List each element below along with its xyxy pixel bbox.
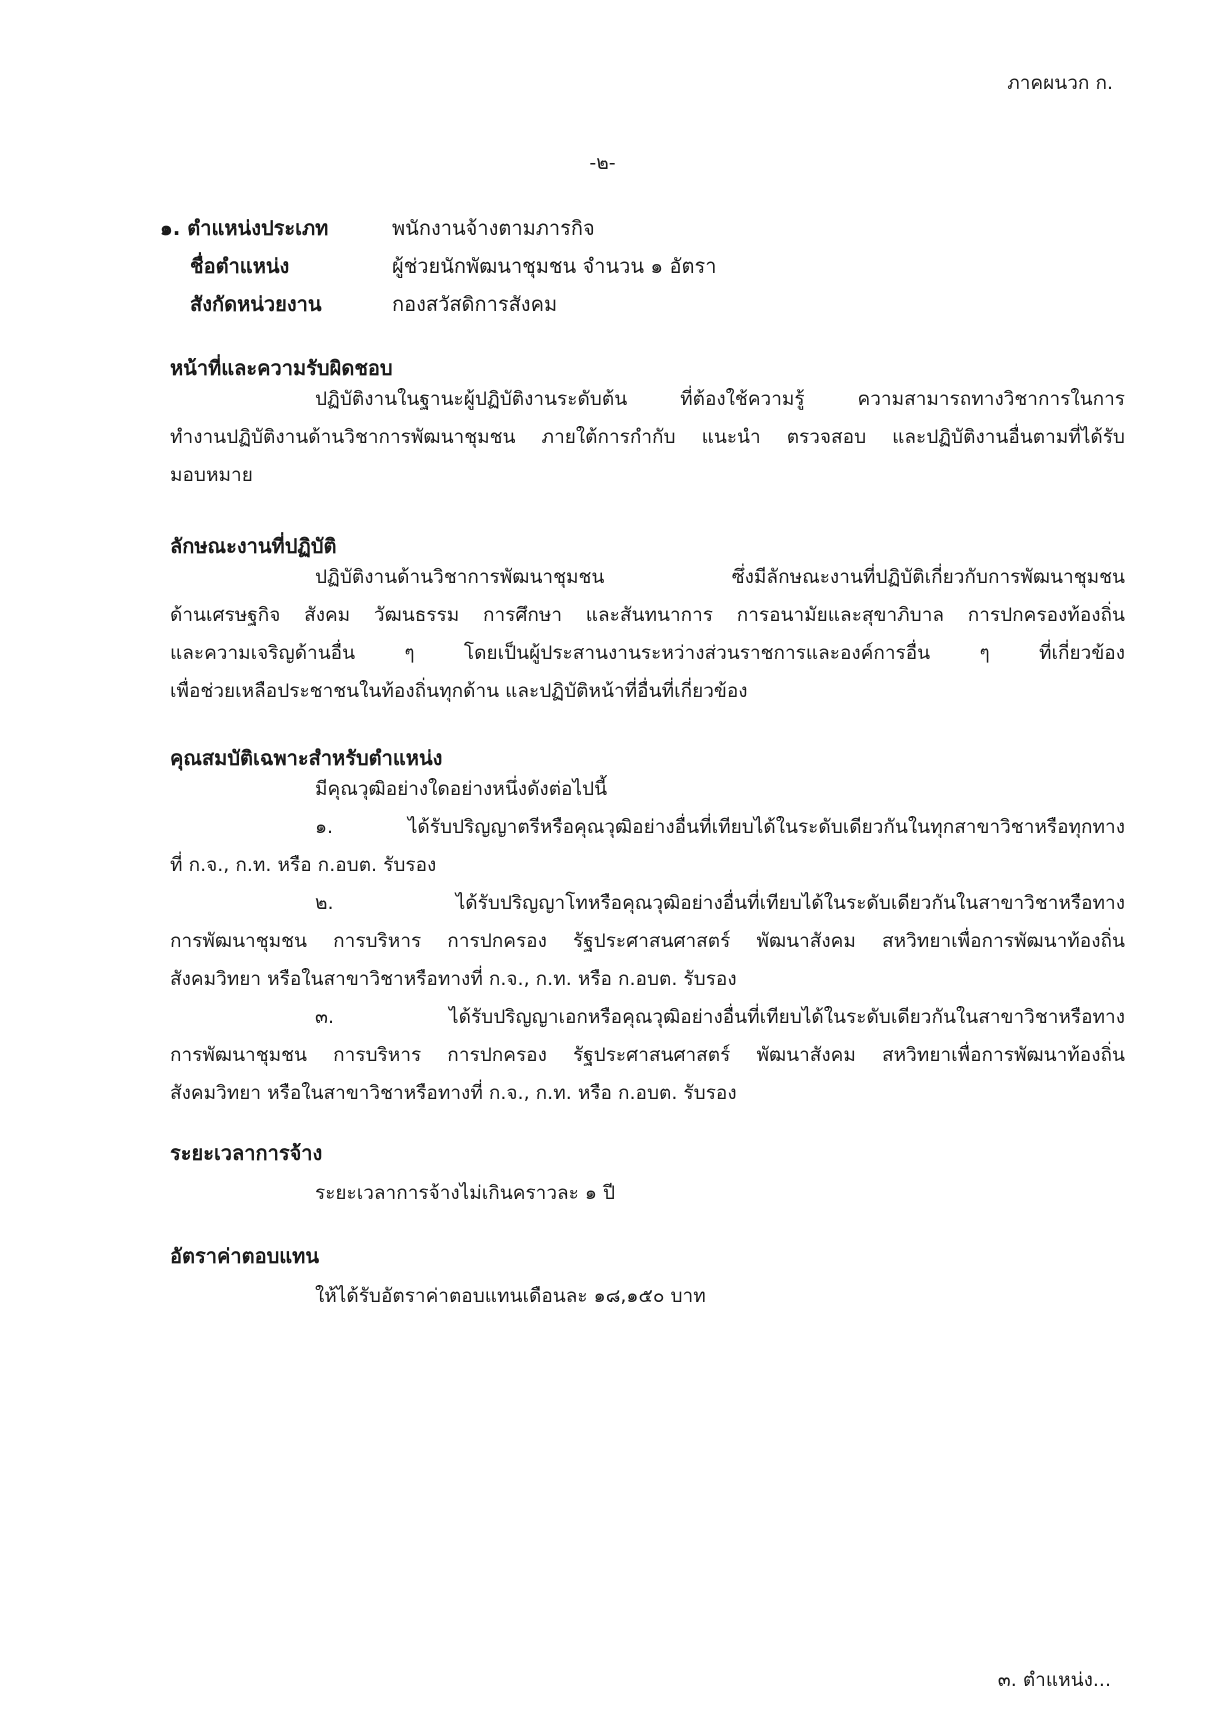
qualifications-line: สังคมวิทยา หรือในสาขาวิชาหรือทางที่ ก.จ., ก.ท. หรือ ก.อบต. รับรอง xyxy=(170,968,737,990)
qualifications-line: ที่ ก.จ., ก.ท. หรือ ก.อบต. รับรอง xyxy=(170,854,437,876)
qualifications-line: มีคุณวุฒิอย่างใดอย่างหนึ่งดังต่อไปนี้ xyxy=(315,778,608,800)
term-heading: ระยะเวลาการจ้าง xyxy=(170,1141,323,1165)
position-name-value: ผู้ช่วยนักพัฒนาชุมชน จำนวน ๑ อัตรา xyxy=(392,254,717,278)
qualifications-line: ๓. ได้รับปริญญาเอกหรือคุณวุฒิอย่างอื่นที่เทียบได้ในระดับเดียวกันในสาขาวิชาหรือทาง xyxy=(315,1006,1125,1028)
qualifications-paragraph xyxy=(170,770,1125,1112)
position-unit-value: กองสวัสดิการสังคม xyxy=(392,292,558,316)
pay-heading: อัตราค่าตอบแทน xyxy=(170,1244,320,1268)
annex-label: ภาคผนวก ก. xyxy=(1007,72,1113,94)
work-line: เพื่อช่วยเหลือประชาชนในท้องถิ่นทุกด้าน และปฏิบัติหน้าที่อื่นที่เกี่ยวข้อง xyxy=(170,680,748,702)
duties-paragraph xyxy=(170,380,1125,494)
qualifications-line: สังคมวิทยา หรือในสาขาวิชาหรือทางที่ ก.จ., ก.ท. หรือ ก.อบต. รับรอง xyxy=(170,1082,737,1104)
qualifications-line: การพัฒนาชุมชน การบริหาร การปกครอง รัฐประศาสนศาสตร์ พัฒนาสังคม สหวิทยาเพื่อการพัฒนาท้องถิ่น xyxy=(170,930,1125,952)
page-number: -๒- xyxy=(589,152,616,174)
duties-line: ปฏิบัติงานในฐานะผู้ปฏิบัติงานระดับต้น ที่ต้องใช้ความรู้ ความสามารถทางวิชาการในการ xyxy=(315,388,1125,410)
work-line: ด้านเศรษฐกิจ สังคม วัฒนธรรม การศึกษา และสันทนาการ การอนามัยและสุขาภิบาล การปกครองท้องถิ่น xyxy=(170,604,1125,626)
qualifications-line: การพัฒนาชุมชน การบริหาร การปกครอง รัฐประศาสนศาสตร์ พัฒนาสังคม สหวิทยาเพื่อการพัฒนาท้องถิ่น xyxy=(170,1044,1125,1066)
pay-text: ให้ได้รับอัตราค่าตอบแทนเดือนละ ๑๘,๑๕๐ บาท xyxy=(315,1285,706,1307)
qualifications-heading: คุณสมบัติเฉพาะสำหรับตำแหน่ง xyxy=(170,746,443,770)
duties-heading: หน้าที่และความรับผิดชอบ xyxy=(170,356,393,380)
position-name-label: ชื่อตำแหน่ง xyxy=(190,254,290,278)
work-paragraph xyxy=(170,558,1125,710)
qualifications-line: ๑. ได้รับปริญญาตรีหรือคุณวุฒิอย่างอื่นที่เทียบได้ในระดับเดียวกันในทุกสาขาวิชาหรือทุกทาง xyxy=(315,816,1125,838)
position-type-label: ๑. ตำแหน่งประเภท xyxy=(160,216,329,240)
duties-line: ทำงานปฏิบัติงานด้านวิชาการพัฒนาชุมชน ภายใต้การกำกับ แนะนำ ตรวจสอบ และปฏิบัติงานอื่นตามที่ได้รับ xyxy=(170,426,1125,448)
term-text: ระยะเวลาการจ้างไม่เกินคราวละ ๑ ปี xyxy=(315,1182,616,1204)
work-heading: ลักษณะงานที่ปฏิบัติ xyxy=(170,534,337,558)
qualifications-line: ๒. ได้รับปริญญาโทหรือคุณวุฒิอย่างอื่นที่เทียบได้ในระดับเดียวกันในสาขาวิชาหรือทาง xyxy=(315,892,1125,914)
continuation-note: ๓. ตำแหน่ง... xyxy=(997,1669,1111,1691)
duties-line: มอบหมาย xyxy=(170,464,253,486)
position-unit-label: สังกัดหน่วยงาน xyxy=(190,292,322,316)
position-type-value: พนักงานจ้างตามภารกิจ xyxy=(392,216,595,240)
work-line: ปฏิบัติงานด้านวิชาการพัฒนาชุมชน ซึ่งมีลักษณะงานที่ปฏิบัติเกี่ยวกับการพัฒนาชุมชน xyxy=(315,566,1125,588)
work-line: และความเจริญด้านอื่น ๆ โดยเป็นผู้ประสานงานระหว่างส่วนราชการและองค์การอื่น ๆ ที่เกี่ยวข้อง xyxy=(170,642,1125,664)
